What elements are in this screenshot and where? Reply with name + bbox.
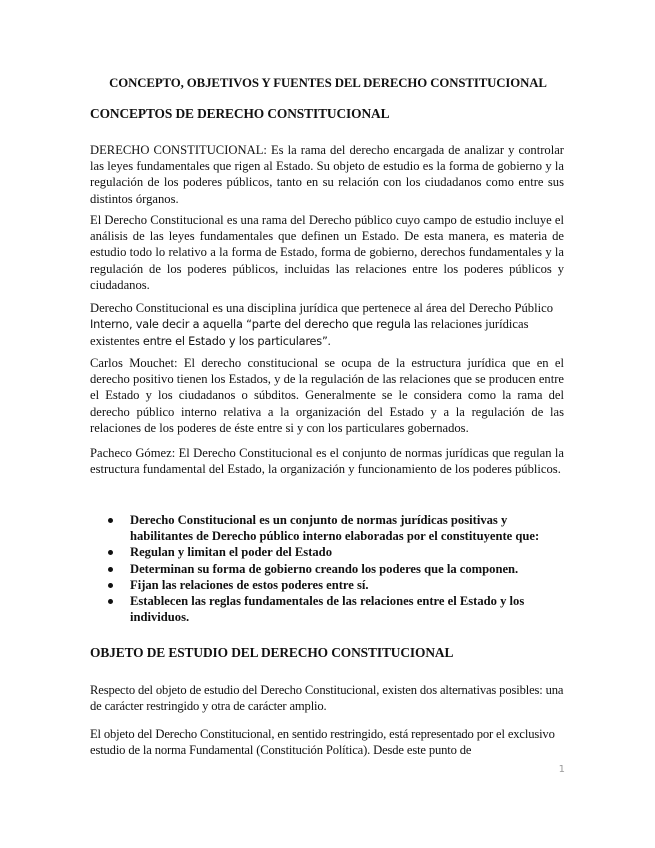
bullet-icon: [108, 583, 113, 588]
list-item: [108, 561, 568, 577]
list-item-text: Fijan las relaciones de estos poderes entre sí.: [130, 577, 369, 592]
paragraph-pacheco-gomez: Pacheco Gómez: El Derecho Constitucional es el conjunto de normas jurídicas que regulan la estructura fundamental del Estado, la organización y funcionamiento de los poderes públicos.: [90, 446, 564, 477]
bullet-icon: [108, 567, 113, 572]
paragraph-disciplina-juridica: [90, 300, 564, 351]
quoted-text-segment: entre el Estado y los particulares”: [142, 335, 328, 349]
bullet-list: [108, 512, 568, 625]
document-title: CONCEPTO, OBJETIVOS Y FUENTES DEL DERECHO CONSTITUCIONAL: [109, 76, 547, 90]
quoted-text-segment: Interno, vale decir a aquella “parte del derecho que regula: [90, 318, 411, 332]
paragraph-text-segment: Derecho Constitucional es una disciplina jurídica que pertenece al área del Derecho Público: [90, 301, 553, 315]
list-item: [108, 593, 568, 625]
page-number: 1: [558, 764, 565, 775]
list-item: [108, 512, 568, 544]
list-item: [108, 577, 568, 593]
bullet-icon: [108, 550, 113, 555]
paragraph-text-segment: las relaciones jurídicas existentes: [90, 317, 529, 349]
list-item-text: Establecen las reglas fundamentales de las relaciones entre el Estado y los individuos.: [130, 594, 525, 625]
bullet-icon: [108, 518, 113, 523]
bullet-icon: [108, 599, 113, 604]
list-item-text: Regulan y limitan el poder del Estado: [130, 545, 332, 560]
section-heading-conceptos: CONCEPTOS DE DERECHO CONSTITUCIONAL: [90, 106, 390, 121]
list-item-text: Determinan su forma de gobierno creando los poderes que la componen.: [130, 561, 519, 576]
section-heading-objeto-estudio: OBJETO DE ESTUDIO DEL DERECHO CONSTITUCIONAL: [90, 645, 454, 660]
paragraph-alternativas: Respecto del objeto de estudio del Derecho Constitucional, existen dos alternativas posibles: una de carácter restringido y otra de carácter amplio.: [90, 683, 564, 714]
paragraph-carlos-mouchet: Carlos Mouchet: El derecho constitucional se ocupa de la estructura jurídica que en el derecho positivo tienen los Estados, y de la regulación de las relaciones que se producen entre el Estado y los ciudadanos o súbditos. Generalmente se le considera como la rama del derecho público interno relativa a la organización del Estado y a la regulación de las relaciones de los poderes de éste entre si y con los particulares gobernados.: [90, 356, 564, 435]
paragraph-text-segment: .: [327, 334, 331, 349]
list-item-text: Derecho Constitucional es un conjunto de normas jurídicas positivas y habilitantes de Derecho público interno elaboradas por el constituyente que:: [130, 513, 540, 544]
paragraph-sentido-restringido: El objeto del Derecho Constitucional, en sentido restringido, está representado por el exclusivo estudio de la norma Fundamental (Constitución Política). Desde este punto de: [90, 727, 555, 758]
paragraph-rama-derecho-publico: El Derecho Constitucional es una rama del Derecho público cuyo campo de estudio incluye el análisis de las leyes fundamentales que definen un Estado. De esta manera, es materia de estudio todo lo relativo a la forma de Estado, forma de gobierno, derechos fundamentales y la regulación de los poderes públicos, incluidas las relaciones entre los poderes públicos y ciudadanos.: [90, 213, 564, 292]
list-item: [108, 544, 568, 560]
paragraph-definicion: DERECHO CONSTITUCIONAL: Es la rama del derecho encargada de analizar y controlar las leyes fundamentales que rigen al Estado. Su objeto de estudio es la forma de gobierno y la regulación de los poderes públicos, tanto en su relación con los ciudadanos como entre sus distintos órganos.: [90, 143, 564, 206]
